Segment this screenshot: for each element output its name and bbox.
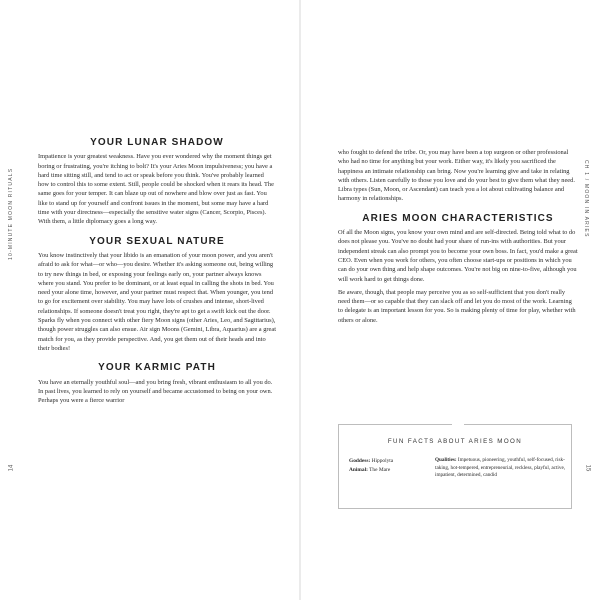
paragraph-karmic-path-continued: who fought to defend the tribe. Or, you may have been a top surgeon or other professional who had no time for anything but your work. Either way, it's likely you sacrificed the happiness an intimate relationship can bring. Now you're learning give and take in relating with others. Listen carefully to those you love and do your best to give them what they need. Libra types (Sun, Moon, or Ascendant) can teach you a lot about cultivating balance and harmony in relationships.	[338, 149, 575, 203]
heading-lunar-shadow: YOUR LUNAR SHADOW	[90, 137, 224, 148]
paragraph-characteristics-1: Of all the Moon signs, you know your own mind and are self-directed. Being told what to do does not please you. You've no doubt had your share of run-ins with authorities. But your independent streak can also prompt you to become your own boss. In fact, you'd make a great CEO. Even when you work for others, you often choose start-ups or positions in which you can do your own thing and help shape outcomes. You're not big on nine-to-five, although you will work hard to get things done.	[338, 229, 578, 283]
fun-facts-box	[338, 424, 572, 509]
animal-label: Animal:	[349, 467, 368, 473]
page-number-left: 14	[8, 464, 15, 472]
book-gutter	[299, 0, 301, 600]
left-page-column	[38, 130, 276, 409]
facts-left-group	[349, 457, 429, 475]
goddess-value: Hippolyta	[371, 458, 394, 464]
qualities-value: Impetuous, pioneering, youthful, self-focused, risk-taking, hot-tempered, entrepreneurial, reckless, playful, active, impatient, determined, candid	[435, 457, 566, 479]
paragraph-lunar-shadow: Impatience is your greatest weakness. Have you ever wondered why the moment things get boring or frustrating, you're itching to bolt? It's your Aries Moon impulsiveness; you have a hard time sitting still, and tend to act or speak before you think. You've probably learned how to control this to some extent. Still, people could be shocked when it rears its head. The same goes for your temper. It can blaze up out of nowhere and blow over just as fast. You like to stand up for yourself and confront issues in the moment, but some may have a hard time with your directness—especially the sensitive water signs (Cancer, Scorpio, Pisces). With them, a little diplomacy goes a long way.	[38, 153, 274, 226]
heading-sexual-nature: YOUR SEXUAL NATURE	[89, 235, 225, 247]
paragraph-karmic-path: You have an eternally youthful soul—and you bring fresh, vibrant enthusiasm to all you do. In past lives, you learned to rely on yourself and became accustomed to being on your own. Perhaps you were a fierce warrior	[38, 378, 273, 405]
right-page-column	[338, 148, 578, 329]
qualities-label: Qualities:	[435, 457, 457, 463]
fun-facts-title: FUN FACTS ABOUT ARIES MOON	[387, 438, 523, 445]
running-head-left: 10-MINUTE MOON RITUALS	[8, 167, 14, 260]
paragraph-characteristics-2: Be aware, though, that people may perceive you as so self-sufficient that you don't really need them—or so capable that they can slack off and let you do most of the work. Learning to delegate is an important lesson for you. So is making plenty of time for play, whether with others or alone.	[338, 288, 576, 324]
heading-karmic-path: YOUR KARMIC PATH	[98, 362, 216, 374]
animal-value: The Mare	[369, 467, 391, 473]
paragraph-sexual-nature: You know instinctively that your libido is an emanation of your moon power, and you aren't afraid to ask for what—or who—you desire. Whether it's asking someone out, being willing to try new things in bed, or exposing your feelings early on, your partner always knows where you stand. You prefer to be dominant, or at least equal in calling the shots in bed. You need your alone time, however, and your partner must respect that. When younger, you tend to go for excitement over stability. You may have lots of crushes and intense, short-lived relationships. If someone doesn't treat you right, they're apt to get a swift kick out the door. Sparks fly when you connect with other fiery Moon signs (other Aries, Leo, and Sagittarius), though power struggles can also ensue. Air sign Moons (Gemini, Libra, Aquarius) are a great match for you, as they provide perspective. And, you get them out of their heads and into their bodies!	[38, 251, 276, 352]
page-number-right: 15	[584, 464, 591, 472]
goddess-fact	[349, 457, 429, 465]
goddess-label: Goddess:	[349, 458, 371, 464]
qualities-fact	[435, 457, 567, 480]
crescent-moon-icon	[452, 418, 464, 430]
animal-fact	[349, 466, 429, 474]
heading-aries-moon-characteristics: ARIES MOON CHARACTERISTICS	[362, 212, 554, 224]
running-head-right: CH 1 / MOON IN ARIES	[583, 160, 589, 238]
